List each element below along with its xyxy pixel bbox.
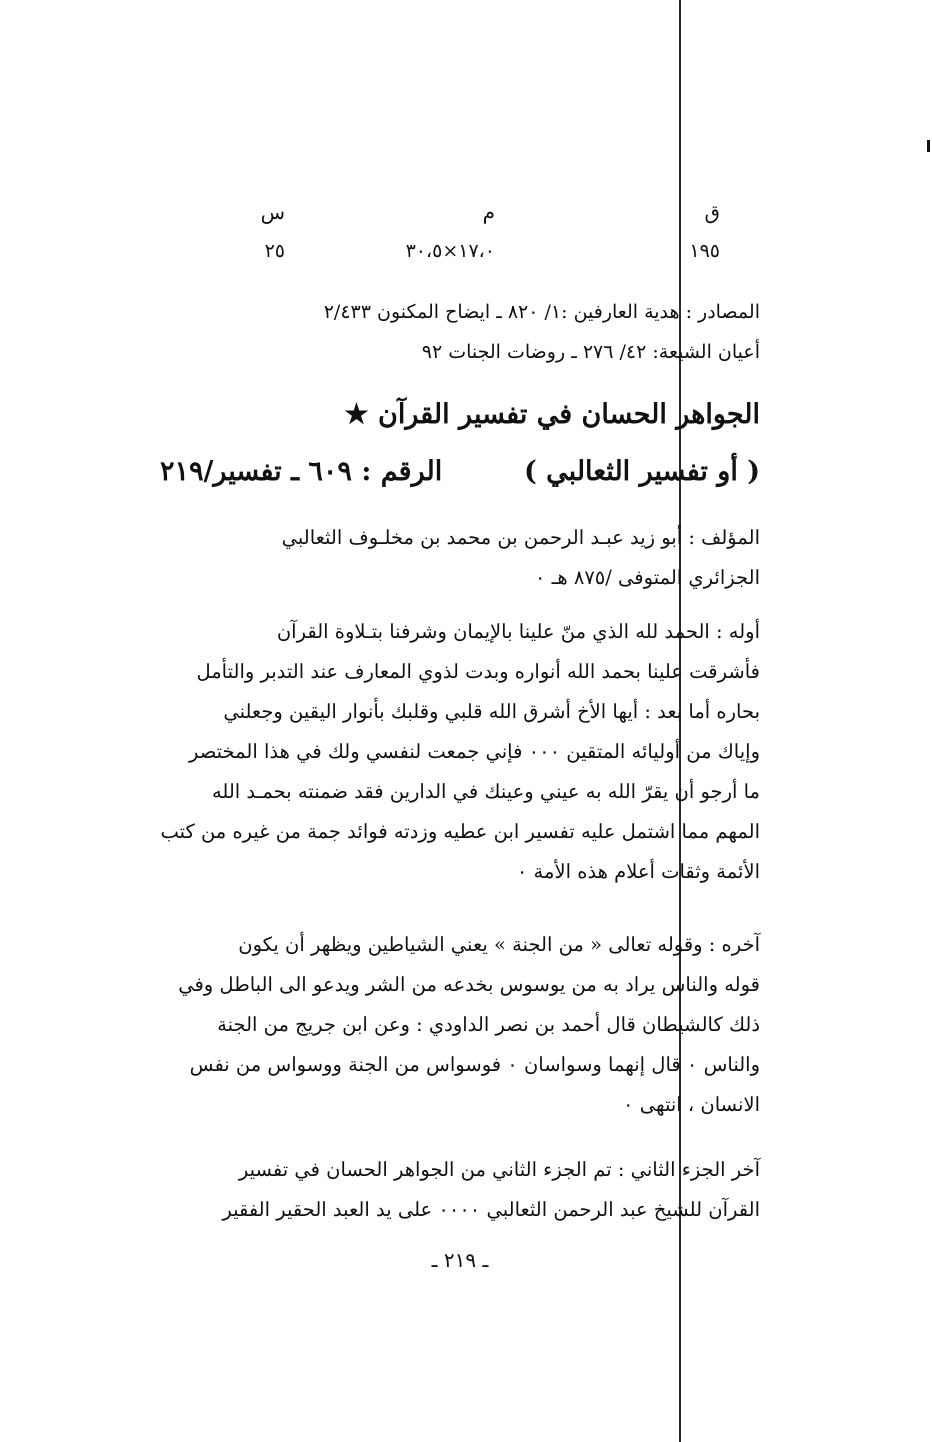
author-paragraph (160, 518, 760, 598)
text-line: وإياك من أوليائه المتقين ٠٠٠ فإني جمعت لنفسي ولك في هذا المختصر (188, 740, 760, 763)
text-line: الانسان ، انتهى ٠ (623, 1093, 760, 1116)
text-line: آخر الجزء الثاني : تم الجزء الثاني من الجواهر الحسان في تفسير (238, 1158, 760, 1181)
end-part-paragraph (160, 1150, 760, 1230)
header-label-m: م (482, 200, 495, 224)
text-line: ذلك كالشيطان قال أحمد بن نصر الداودي : وعن ابن جريج من الجنة (217, 1013, 760, 1036)
incipit-paragraph (160, 612, 760, 892)
sources-line: المصادر : هدية العارفين :١/ ٨٢٠ ـ ايضاح المكنون ٢/٤٣٣ (323, 301, 760, 323)
text-line: المؤلف : أبو زيد عبـد الرحمن بن محمد بن مخلـوف الثعالبي (281, 526, 760, 549)
sources-line: أعيان الشيعة: ٤٢/ ٢٧٦ ـ روضات الجنات ٩٢ (421, 341, 760, 363)
text-line: قوله والناس يراد به من يوسوس بخدعه من الشر ويدعو الى الباطل وفي (178, 973, 760, 996)
header-value-q: ١٩٥ (689, 240, 720, 262)
header-value-m: ١٧،٠×٣٠،٥ (405, 240, 495, 262)
header-label-s: س (260, 200, 285, 224)
edge-mark (927, 140, 930, 152)
header-label-q: ق (704, 200, 720, 224)
text-line: بحاره أما بعد : أيها الأخ أشرق الله قلبي وقلبك بأنوار اليقين وجعلني (223, 700, 760, 723)
text-line: والناس ٠ قال إنهما وسواسان ٠ فوسواس من الجنة ووسواس من نفس (189, 1053, 760, 1076)
header-labels-row (160, 200, 760, 230)
text-line: آخره : وقوله تعالى « من الجنة » يعني الشياطين ويظهر أن يكون (238, 933, 760, 956)
text-line: المهم مما اشتمل عليه تفسير ابن عطيه وزدته فوائد جمة من غيره من كتب (160, 820, 760, 843)
text-line: القرآن للشيخ عبد الرحمن الثعالبي ٠٠٠٠ على يد العبد الحقير الفقير (222, 1198, 760, 1221)
text-line: أوله : الحمد لله الذي منّ علينا بالإيمان وشرفنا بتـلاوة القرآن (276, 620, 760, 643)
header-value-s: ٢٥ (264, 240, 285, 262)
header-values-row (160, 240, 760, 270)
sources-block (160, 292, 760, 372)
text-line: فأشرقت علينا بحمد الله أنواره وبدت لذوي المعارف عند التدبر والتأمل (196, 660, 760, 683)
catalog-number: الرقم : ٦٠٩ ـ تفسير/٢١٩ (160, 456, 443, 487)
page-number: ـ ٢١٩ ـ (431, 1248, 489, 1272)
text-line: ما أرجو أن يقرّ الله به عيني وعينك في الدارين فقد ضمنته بحمـد الله (211, 780, 760, 803)
book-title: الجواهر الحسان في تفسير القرآن ★ (344, 399, 760, 430)
text-line: الأئمة وثقات أعلام هذه الأمة ٠ (516, 860, 760, 883)
explicit-paragraph (160, 925, 760, 1125)
book-alt-name: ( أو تفسير الثعالبي ) (524, 456, 760, 487)
text-line: الجزائري المتوفى /٨٧٥ هـ ٠ (534, 566, 760, 589)
